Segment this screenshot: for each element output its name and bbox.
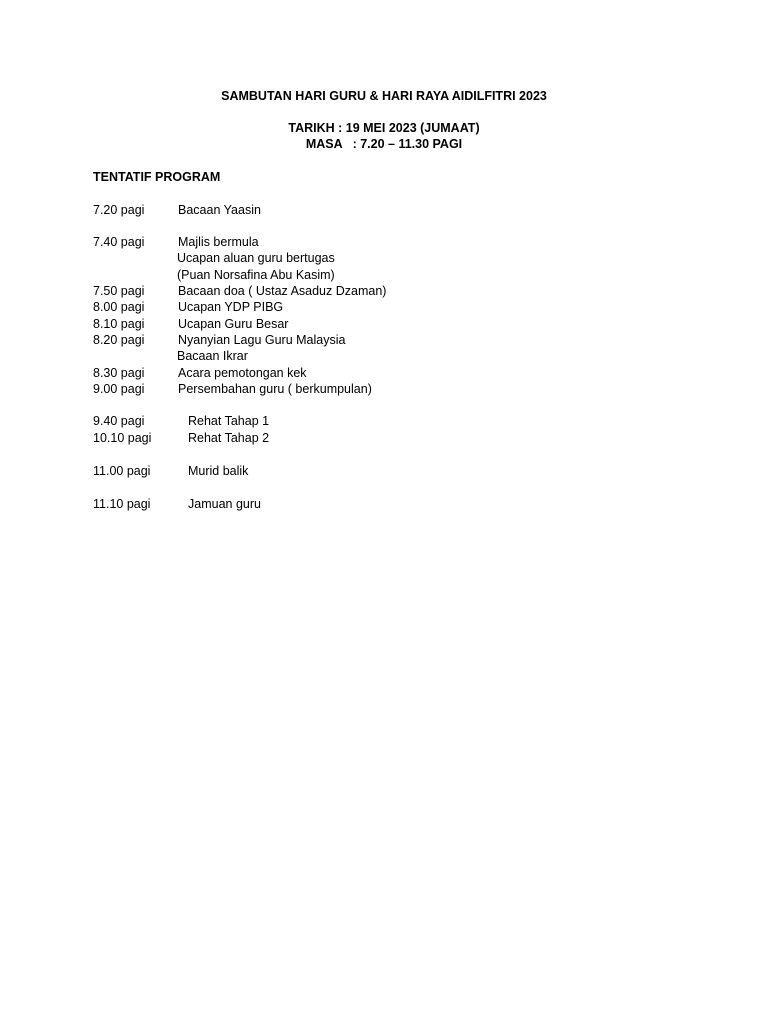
schedule-event: Ucapan YDP PIBG <box>178 300 284 314</box>
time-line: MASA : 7.20 – 11.30 PAGI <box>305 137 463 151</box>
schedule-event: Ucapan aluan guru bertugas <box>177 251 335 265</box>
schedule-event: (Puan Norsafina Abu Kasim) <box>177 268 335 282</box>
schedule-time: 7.50 pagi <box>93 284 145 298</box>
schedule-time: 7.40 pagi <box>93 235 145 249</box>
document-title: SAMBUTAN HARI GURU & HARI RAYA AIDILFITRI 2023 <box>221 89 547 103</box>
schedule-time: 11.00 pagi <box>93 464 151 478</box>
schedule-time: 7.20 pagi <box>93 203 145 217</box>
schedule-event: Murid balik <box>188 464 249 478</box>
schedule-event: Rehat Tahap 2 <box>188 431 270 445</box>
schedule-time: 10.10 pagi <box>93 431 152 445</box>
schedule-event: Ucapan Guru Besar <box>178 317 289 331</box>
schedule-event: Bacaan Yaasin <box>178 203 261 217</box>
schedule-time: 8.30 pagi <box>93 366 145 380</box>
schedule-event: Majlis bermula <box>178 235 259 249</box>
schedule-time: 8.20 pagi <box>93 333 145 347</box>
schedule-event: Bacaan Ikrar <box>177 349 248 363</box>
schedule-event: Acara pemotongan kek <box>178 366 307 380</box>
program-heading: TENTATIF PROGRAM <box>93 170 221 184</box>
schedule-event: Persembahan guru ( berkumpulan) <box>178 382 372 396</box>
schedule-event: Bacaan doa ( Ustaz Asaduz Dzaman) <box>178 284 387 298</box>
schedule-time: 9.40 pagi <box>93 414 145 428</box>
schedule-event: Jamuan guru <box>188 497 261 511</box>
schedule-event: Rehat Tahap 1 <box>188 414 270 428</box>
schedule-time: 8.10 pagi <box>93 317 145 331</box>
date-line: TARIKH : 19 MEI 2023 (JUMAAT) <box>288 121 480 135</box>
schedule-time: 8.00 pagi <box>93 300 145 314</box>
schedule-time: 9.00 pagi <box>93 382 145 396</box>
schedule-event: Nyanyian Lagu Guru Malaysia <box>178 333 346 347</box>
schedule-time: 11.10 pagi <box>93 497 151 511</box>
